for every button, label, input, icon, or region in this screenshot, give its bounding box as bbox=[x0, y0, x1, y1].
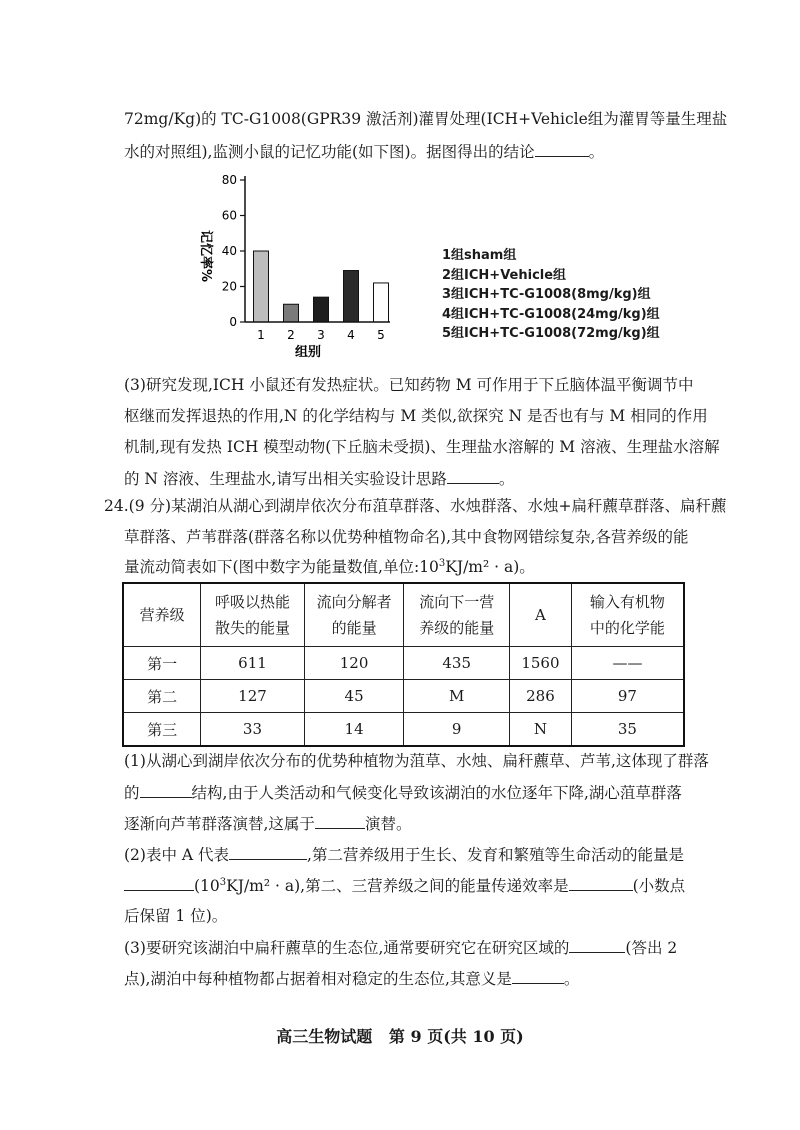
x-tick-label: 1 bbox=[257, 328, 265, 342]
answer-blank bbox=[569, 874, 633, 891]
q3-line-2: 枢继而发挥退热的作用,N 的化学结构与 M 类似,欲探究 N 是否也有与 M 相同的作用 bbox=[124, 407, 708, 425]
bar-group-4 bbox=[344, 271, 359, 322]
sub1-line-3-rest: 演替。 bbox=[364, 815, 412, 833]
q3-line-4 bbox=[124, 467, 684, 490]
q3-line-1: (3)研究发现,ICH 小鼠还有发热症状。已知药物 M 可作用于下丘脑体温平衡调节中 bbox=[124, 376, 694, 394]
y-tick-label: 80 bbox=[221, 173, 237, 187]
table-header: A bbox=[510, 583, 572, 647]
table-cell: 45 bbox=[304, 680, 404, 713]
sub1-line-2-rest: 结构,由于人类活动和气候变化导致该湖泊的水位逐年下降,湖心菹草群落 bbox=[191, 784, 682, 802]
sub3-line-2-text: 点),湖泊中每种植物都占据着相对稳定的生态位,其意义是 bbox=[124, 970, 512, 988]
sub3-line-2-end: 。 bbox=[563, 970, 580, 988]
q24-line-2: 草群落、芦苇群落(群落名称以优势种植物命名),其中食物网错综复杂,各营养级的能 bbox=[124, 528, 689, 546]
sub1-line-2 bbox=[124, 781, 684, 804]
q24-line-3-text: 量流动简表如下(图中数字为能量数值,单位:10 bbox=[124, 558, 439, 576]
table-cell: 14 bbox=[304, 713, 404, 747]
intro-line-2-text: 水的对照组),监测小鼠的记忆功能(如下图)。据图得出的结论 bbox=[124, 143, 535, 161]
sub3-line-1-text: (3)要研究该湖泊中扁秆藨草的生态位,通常要研究它在研究区域的 bbox=[124, 939, 570, 957]
sub3-line-2 bbox=[124, 967, 684, 990]
table-cell: N bbox=[510, 713, 572, 747]
q3-line-3: 机制,现有发热 ICH 模型动物(下丘脑未受损)、生理盐水溶解的 M 溶液、生理盐水溶解 bbox=[124, 438, 720, 456]
table-cell: —— bbox=[571, 647, 684, 680]
page-footer: 高三生物试题 第 9 页(共 10 页) bbox=[276, 1027, 524, 1046]
x-tick-label: 4 bbox=[347, 328, 355, 342]
answer-blank bbox=[140, 781, 192, 798]
legend-item: 4组ICH+TC-G1008(24mg/kg)组 bbox=[442, 306, 660, 322]
table-cell: 9 bbox=[404, 713, 510, 747]
memory-rate-bar-chart bbox=[190, 168, 400, 358]
table-header: 输入有机物 中的化学能 bbox=[571, 583, 684, 647]
legend-item: 2组ICH+Vehicle组 bbox=[442, 267, 567, 283]
q3-line-4-text: 的 N 溶液、生理盐水,请写出相关实验设计思路 bbox=[124, 470, 447, 488]
q24-line-3-unit: KJ/m² · a)。 bbox=[445, 558, 535, 576]
table-header: 流向分解者 的能量 bbox=[304, 583, 404, 647]
table-header-row bbox=[123, 583, 684, 647]
table-header: 营养级 bbox=[123, 583, 201, 647]
table-cell: 97 bbox=[571, 680, 684, 713]
y-tick-label: 20 bbox=[221, 279, 237, 294]
sub2-line-1-text: (2)表中 A 代表 bbox=[124, 846, 230, 864]
legend-item: 3组ICH+TC-G1008(8mg/kg)组 bbox=[442, 287, 651, 302]
y-tick-label: 0 bbox=[229, 315, 237, 329]
sub2-line-3: 后保留 1 位)。 bbox=[124, 907, 228, 925]
table-row bbox=[123, 713, 684, 747]
table-row bbox=[123, 647, 684, 680]
sub2-line-1 bbox=[124, 843, 684, 866]
answer-blank bbox=[535, 140, 589, 157]
table-cell: 286 bbox=[510, 680, 572, 713]
energy-flow-table bbox=[122, 582, 685, 747]
answer-blank bbox=[447, 467, 499, 484]
chart-legend bbox=[442, 246, 660, 344]
sub2-line-2 bbox=[124, 874, 684, 897]
answer-blank bbox=[124, 874, 194, 891]
q24-line-3-sup: 3 bbox=[438, 557, 446, 569]
sub2-line-2-unit: KJ/m² · a),第二、三营养级之间的能量传递效率是 bbox=[226, 877, 569, 895]
sub1-line-1: (1)从湖心到湖岸依次分布的优势种植物为菹草、水烛、扁秆藨草、芦苇,这体现了群落 bbox=[124, 752, 709, 770]
legend-item: 5组ICH+TC-G1008(72mg/kg)组 bbox=[442, 326, 660, 341]
answer-blank bbox=[315, 812, 365, 829]
table-cell: 611 bbox=[201, 647, 305, 680]
table-cell: 120 bbox=[304, 647, 404, 680]
table-cell: 33 bbox=[201, 713, 305, 747]
q24-line-3 bbox=[124, 556, 684, 578]
intro-line-2 bbox=[124, 140, 684, 163]
table-cell: 35 bbox=[571, 713, 684, 747]
sub2-line-2-text: (10 bbox=[194, 877, 220, 895]
bar-group-1 bbox=[254, 251, 269, 322]
bar-group-3 bbox=[314, 297, 329, 322]
table-cell: 第三 bbox=[123, 713, 201, 747]
table-cell: 127 bbox=[201, 680, 305, 713]
y-tick-label: 40 bbox=[221, 244, 237, 258]
x-tick-label: 2 bbox=[287, 328, 295, 342]
table-cell: 435 bbox=[404, 647, 510, 680]
table-header: 流向下一营 养级的能量 bbox=[404, 583, 510, 647]
sub3-line-1-end: (答出 2 bbox=[625, 939, 678, 957]
answer-blank bbox=[229, 843, 307, 860]
table-header: 呼吸以热能 散失的能量 bbox=[201, 583, 305, 647]
x-tick-label: 5 bbox=[377, 328, 385, 342]
table-cell: 第二 bbox=[123, 680, 201, 713]
legend-item: 1组sham组 bbox=[442, 248, 517, 263]
bar-group-5 bbox=[374, 283, 389, 322]
y-axis-label: 记忆率% bbox=[198, 230, 213, 283]
q24-line-1: 24.(9 分)某湖泊从湖心到湖岸依次分布菹草群落、水烛群落、水烛+扁秆藨草群落、扁秆藨 bbox=[104, 497, 727, 515]
x-axis-label: 组别 bbox=[294, 345, 322, 358]
sub3-line-1 bbox=[124, 936, 684, 959]
sub2-line-2-sup: 3 bbox=[219, 876, 227, 888]
q3-line-4-end: 。 bbox=[498, 470, 515, 488]
answer-blank bbox=[569, 936, 625, 953]
table-cell: 第一 bbox=[123, 647, 201, 680]
table-row bbox=[123, 680, 684, 713]
table-cell: M bbox=[404, 680, 510, 713]
x-tick-label: 3 bbox=[317, 328, 325, 342]
intro-line-2-end: 。 bbox=[588, 143, 605, 161]
sub1-line-2-text: 的 bbox=[124, 784, 140, 802]
sub2-line-2-end: (小数点 bbox=[632, 877, 686, 895]
intro-line-1: 72mg/Kg)的 TC-G1008(GPR39 激活剂)灌胃处理(ICH+Vehicle组为灌胃等量生理盐 bbox=[124, 110, 728, 128]
bar-group-2 bbox=[284, 304, 299, 322]
sub1-line-3-text: 逐渐向芦苇群落演替,这属于 bbox=[124, 815, 315, 833]
table-cell: 1560 bbox=[510, 647, 572, 680]
sub2-line-1-rest: ,第二营养级用于生长、发育和繁殖等生命活动的能量是 bbox=[307, 846, 684, 864]
y-tick-label: 60 bbox=[221, 208, 237, 223]
answer-blank bbox=[512, 967, 564, 984]
sub1-line-3 bbox=[124, 812, 684, 835]
